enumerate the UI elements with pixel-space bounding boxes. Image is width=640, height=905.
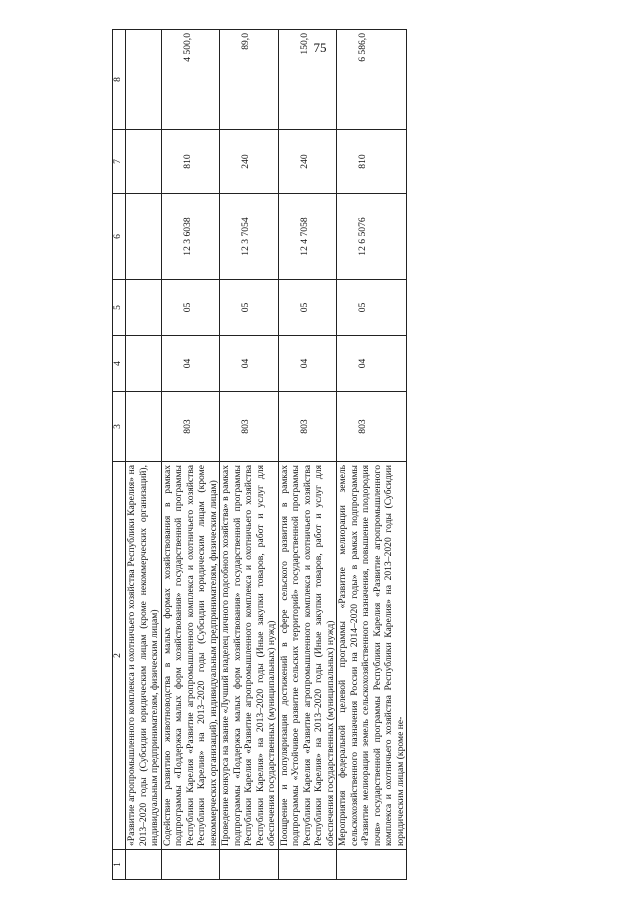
row-number-cell (278, 850, 337, 880)
row-description: Проведение конкурса на звание «Лучший владелец личного подсобного хозяйства» в рамках подпрограммы «Поддержка малых форм хозяйствования» государственной программы Республики Карелия «Развитие агропромышленного комплекса и охотничьего хозяйства Республики Карелия» на 2013–2020 годы (Иные закупки товаров, работ и услуг для обеспечения государственных (муниципальных) нужд) (220, 462, 279, 850)
target-article-code: 12 3 6038 (161, 194, 220, 280)
section-code: 04 (220, 336, 279, 392)
table-header-row (113, 30, 126, 880)
amount: 6 586,0 (337, 30, 407, 130)
column-header: 7 (113, 130, 126, 194)
target-article-code: 12 6 5076 (337, 194, 407, 280)
column-header: 1 (113, 850, 126, 880)
column-header: 2 (113, 462, 126, 850)
table-row (126, 30, 162, 880)
expense-type-code: 240 (220, 130, 279, 194)
ministry-code: 803 (220, 392, 279, 462)
row-description: «Развитие агропромышленного комплекса и охотничьего хозяйства Республики Карелия» на 2013–2020 годы (Субсидии юридическим лицам (кроме некоммерческих организаций), индивидуальным предпринимателям, физическим лицам) (126, 462, 162, 850)
expense-type-code: 810 (161, 130, 220, 194)
rotated-table-container (112, 30, 522, 880)
table-row (278, 30, 337, 880)
amount: 150,0 (278, 30, 337, 130)
row-description: Содействие развитию животноводства в малых формах хозяйствования в рамках подпрограммы «Поддержка малых форм хозяйствования» государственной программы Республики Карелия «Развитие агропромышленного комплекса и охотничьего хозяйства Республики Карелия» на 2013–2020 годы (Субсидии юридическим лицам (кроме некоммерческих организаций), индивидуальным предпринимателям, физическим лицам) (161, 462, 220, 850)
page-number: 75 (313, 40, 327, 55)
target-article-code (126, 194, 162, 280)
amount (126, 30, 162, 130)
table-row (161, 30, 220, 880)
table-row (337, 30, 407, 880)
ministry-code (126, 392, 162, 462)
subsection-code: 05 (161, 280, 220, 336)
table-row (220, 30, 279, 880)
budget-table (112, 29, 407, 880)
column-header: 4 (113, 336, 126, 392)
expense-type-code: 240 (278, 130, 337, 194)
target-article-code: 12 4 7058 (278, 194, 337, 280)
ministry-code: 803 (337, 392, 407, 462)
target-article-code: 12 3 7054 (220, 194, 279, 280)
column-header: 5 (113, 280, 126, 336)
row-number-cell (126, 850, 162, 880)
amount: 89,0 (220, 30, 279, 130)
subsection-code: 05 (337, 280, 407, 336)
section-code: 04 (337, 336, 407, 392)
column-header: 3 (113, 392, 126, 462)
expense-type-code (126, 130, 162, 194)
section-code: 04 (278, 336, 337, 392)
subsection-code: 05 (220, 280, 279, 336)
ministry-code: 803 (278, 392, 337, 462)
section-code: 04 (161, 336, 220, 392)
expense-type-code: 810 (337, 130, 407, 194)
subsection-code (126, 280, 162, 336)
row-number-cell (337, 850, 407, 880)
column-header: 8 (113, 30, 126, 130)
row-description: Поощрение и популяризация достижений в сфере сельского развития в рамках подпрограммы «Устойчивое развитие сельских территорий» государственной программы Республики Карелия «Развитие агропромышленного комплекса и охотничьего хозяйства Республики Карелия» на 2013–2020 годы (Иные закупки товаров, работ и услуг для обеспечения государственных (муниципальных) нужд) (278, 462, 337, 850)
subsection-code: 05 (278, 280, 337, 336)
row-description: Мероприятия федеральной целевой программы «Развитие мелиорации земель сельскохозяйственного назначения России на 2014–2020 годы» в рамках подпрограммы «Развитие мелиорации земель сельскохозяйственного назначения, повышение плодородия почв» государственной программы Республики Карелия «Развитие агропромышленного комплекса и охотничьего хозяйства Республики Карелия» на 2013–2020 годы (Субсидии юридическим лицам (кроме не- (337, 462, 407, 850)
row-number-cell (161, 850, 220, 880)
ministry-code: 803 (161, 392, 220, 462)
column-header: 6 (113, 194, 126, 280)
amount: 4 500,0 (161, 30, 220, 130)
section-code (126, 336, 162, 392)
row-number-cell (220, 850, 279, 880)
